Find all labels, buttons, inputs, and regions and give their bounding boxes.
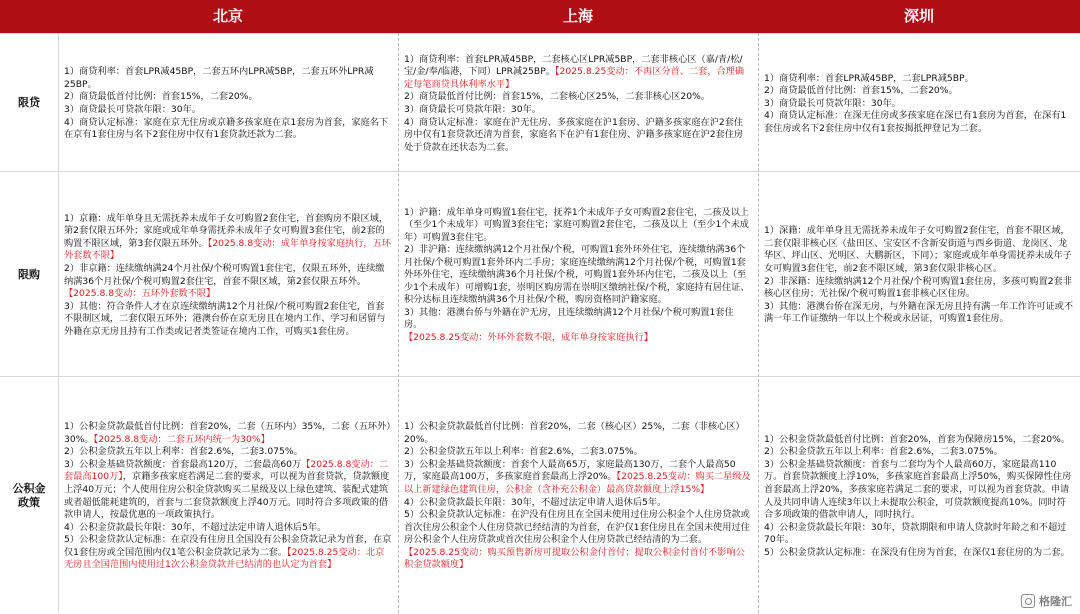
- policy-text: 1）深籍：成年单身且无需抚养未成年子女可购置2套住宅，首套不限区域，二套仅限非核心区（盐田区、宝安区不含新安街道与西乡街道、龙岗区、龙华区、坪山区、光明区、大鹏新区，下同）；家庭或成年单身需抚养未成年子女可购置3套住宅，前2套不限区域，第3套仅限非核心区。: [764, 225, 1072, 274]
- policy-change-note: 【2025.8.25变动：购买预售新房可提取公积金付首付；提取公积金付首付不影响公积金贷款额度】: [404, 546, 745, 571]
- label-column-divider: [58, 33, 59, 613]
- cell-gou-beijing: [58, 172, 398, 377]
- policy-text: 2）非京籍：连续缴纳满24个月社保/个税可购置1套住宅，仅限五环外，连续缴纳满36个月社保/个税可购置2套住宅，首套不限区域，第2套仅限五环外。: [64, 262, 385, 287]
- table-header: [0, 0, 1080, 33]
- column-divider-2: [758, 33, 759, 613]
- policy-text: 1）商贷利率：首套LPR减45BP，二套核心区LPR减5BP，二套非核心区（嘉/青/松/宝/金/奉/临港，下同）LPR减25BP。: [404, 53, 743, 78]
- policy-text: 1）沪籍：成年单身可购置1套住宅，抚养1个未成年子女可购置2套住宅，二孩及以上（至少1个未成年）可购置3套住宅；家庭可购置2套住宅，二孩及以上（至少1个未成年）可购置3套住宅。: [404, 206, 749, 243]
- policy-text: 2）商贷最低首付比例：首套15%，二套20%。: [764, 85, 958, 97]
- policy-change-note: 【2025.8.25变动：北京无房且全国范围内使用过1次公积金贷款并已结清的也认定为首套】: [64, 546, 385, 571]
- policy-text: 3）公积金基础贷款额度：首套与二套均为个人最高60万，家庭最高110万。首套贷款额度上浮10%，多孩家庭首套最高上浮50%，购买保障性住房首套最高上浮20%，多孩家庭若满足二套的要求，可以视为首套贷款。申请人及共同申请人连续3年以上未提取公积金，可贷款额度提高10%。同时符合多项政策的借款申请人，同时执行。: [764, 458, 1072, 521]
- policy-text: 1）商贷利率：首套LPR减45BP，二套LPR减5BP。: [764, 72, 974, 84]
- policy-change-note: 【2025.8.25变动：购买二星级及以上新建绿色建筑住房，公积金（含补充公积金）最高贷款额度上浮15%】: [404, 471, 751, 495]
- policy-item: [764, 459, 1074, 522]
- policy-item: [64, 263, 392, 301]
- policy-change-note: 【2025.8.8变动：二套最高100万】: [64, 458, 389, 483]
- policy-text: 4）商贷认定标准：家庭在沪无住房、多孩家庭在沪1套房、沪籍多孩家庭在沪2套住房中仅有1套贷款还清为首套，家庭名下在沪有1套住房、沪籍多孩家庭在沪2套住房处于贷款在还状态为二套。: [404, 116, 744, 153]
- policy-item: [764, 522, 1074, 547]
- policy-item: [764, 276, 1074, 301]
- policy-item: [404, 244, 752, 307]
- policy-item: [64, 66, 392, 91]
- column-divider-1: [398, 33, 399, 613]
- policy-item: [764, 434, 1074, 447]
- policy-text: 4）商贷认定标准：在深无住房或多孩家庭在深已有1套房为首套，在深有1套住房或名下2套住房中仅有1套按揭抵押登记为二套。: [764, 110, 1067, 134]
- policy-item: [64, 117, 392, 142]
- watermark-text: 格隆汇: [1039, 595, 1072, 608]
- policy-text: 4）商贷认定标准：家庭在京无住房或京籍多孩家庭在京1套房为首套，家庭名下在京有1套住房与名下2套住房中仅有1套贷款还款为二套。: [64, 116, 389, 141]
- policy-item: [764, 301, 1074, 326]
- policy-text: ，京籍多孩家庭若满足二套的要求，可以视为首套贷款，贷款额度上浮40万元；个人使用住房公积金贷款购买二星级及以上绿色建筑、装配式建筑或者超低能耗建筑的，首套与二套贷款额度上浮40万元。同时符合多项政策的借款申请人，按最优惠的一项政策执行。: [64, 471, 390, 521]
- policy-item: [764, 110, 1074, 135]
- cell-gjj-shanghai: [398, 377, 758, 614]
- policy-text: 3）商贷最长可贷款年限：30年。: [64, 104, 201, 115]
- row-gou: [0, 171, 1080, 377]
- policy-item: [404, 446, 752, 459]
- header-beijing: 北京: [212, 7, 243, 25]
- policy-change-note: 【2025.8.25变动：不再区分首、二套，合理确定每笔商贷具体利率水平】: [404, 66, 745, 90]
- policy-text: 5）公积金贷款认定标准：在京没有住房且全国没有公积金贷款记录为首套，在京仅1套住房或全国范围内仅1笔公积金贷款记录为二套。: [64, 534, 392, 558]
- policy-item: [404, 459, 752, 497]
- policy-change-note: 【2025.8.8变动：二套五环内统一为30%】: [93, 433, 270, 445]
- policy-text: 3）公积金基础贷款额度：首套个人最高65万，家庭最高130万，二套个人最高50万，家庭最高100万，多孩家庭首套最高上浮20%。: [404, 458, 736, 483]
- cell-gjj-shenzhen: [758, 377, 1080, 614]
- policy-text: 2）商贷最低首付比例：首套15%，二套核心区25%，二套非核心区20%。: [404, 91, 710, 103]
- policy-text: 2）公积金贷款五年以上利率：首套2.6%，二套3.075%。: [64, 446, 303, 458]
- cell-daikuan-beijing: [58, 34, 398, 172]
- policy-item: [764, 98, 1074, 111]
- cell-gou-shenzhen: [758, 172, 1080, 377]
- policy-item: [64, 301, 392, 339]
- policy-text: 3）商贷最长可贷款年限：30年。: [764, 97, 901, 109]
- row-label-daikuan: 限贷: [18, 96, 40, 110]
- policy-item: [404, 104, 752, 117]
- cell-gjj-beijing: [58, 377, 398, 614]
- row-label-gjj: 公积金政策: [12, 481, 46, 509]
- policy-item: [404, 207, 752, 245]
- policy-item: [764, 73, 1074, 86]
- policy-item: [764, 446, 1074, 459]
- policy-text: 1）公积金贷款最低首付比例：首套20%，首套为保障房15%，二套20%。: [764, 433, 1070, 445]
- policy-item: [64, 446, 392, 459]
- policy-text: 3）商贷最长可贷款年限：30年。: [404, 104, 541, 115]
- policy-text: 2）公积金贷款五年以上利率：首套2.6%，二套3.075%。: [404, 446, 643, 458]
- policy-text: 2）非沪籍：连续缴纳满12个月社保/个税，可购置1套外环外住宅，连续缴纳满36个月社保/个税可购置1套外环内二手房；家庭连续缴纳满12个月社保/个税，可购置1套外环外住宅，连续缴纳满36个月社保/个税，可购置1套外环内住宅，二孩及以上（至少1个未成年）可增购1套，崇明区购房需在崇明区缴纳社保/个税，家庭持有居住证、积分达标且连续缴纳满36个月社保/个税，购房资格同沪籍家庭。: [404, 244, 750, 306]
- policy-item: [404, 332, 752, 345]
- policy-text: 3）其他：符合条件人才在京连续缴纳满12个月社保/个税可购置2套住宅，首套不限制区域，二套仅限五环外；港澳台侨在京无房且在境内工作、学习和居留与外籍在京无房且持有工作类或记者类签证在境内工作，可购买1套住房。: [64, 300, 386, 337]
- policy-text: 4）公积金贷款最长年限：30年，不超过法定申请人退休后5年。: [64, 521, 327, 533]
- policy-item: [64, 213, 392, 263]
- policy-item: [764, 85, 1074, 98]
- policy-text: 3）其他：港澳台侨与外籍在沪无房，且连续缴纳满12个月社保/个税可购置1套住房。: [404, 306, 734, 331]
- policy-item: [64, 421, 392, 446]
- policy-item: [64, 104, 392, 117]
- policy-item: [404, 497, 752, 510]
- cell-gou-shanghai: [398, 172, 758, 377]
- header-shanghai: 上海: [562, 7, 593, 25]
- policy-item: [404, 54, 752, 92]
- policy-text: 5）公积金贷款认定标准：在深没有住房为首套，在深仅1套住房的为二套。: [764, 546, 1070, 558]
- policy-text: 1）京籍：成年单身且无需抚养未成年子女可购置2套住宅，首套购房不限区域，第2套仅限五环外；家庭或成年单身需抚养未成年子女可购置3套住宅，前2套的购置不限区域，第3套仅限五环外。: [64, 212, 389, 249]
- policy-change-note: 【2025.8.8变动：五环外套数不限】: [64, 288, 216, 300]
- policy-item: [404, 307, 752, 332]
- policy-text: 2）商贷最低首付比例：首套15%，二套20%。: [64, 91, 258, 103]
- policy-text: 1）公积金贷款最低首付比例：首套20%，二套（核心区）25%，二套（非核心区）20%。: [404, 421, 745, 445]
- policy-text: 5）公积金贷款认定标准：在沪没有住房且在全国未使用过住房公积金个人住房贷款或首次住房公积金个人住房贷款已经结清的为首套，在沪仅1套住房且在全国未使用过住房公积金个人住房贷款或首次住房公积金个人住房贷款已经结清的为二套。: [404, 509, 750, 546]
- policy-text: 3）其他：港澳台侨在深无房，与外籍在深无房且持有满一年工作许可证或不满一年工作证缴纳一年以上个税或永居证，可购置1套住房。: [764, 300, 1074, 325]
- policy-text: 3）公积金基础贷款额度：首套最高120万，二套最高60万: [64, 458, 302, 470]
- row-label-gou: 限购: [18, 267, 40, 281]
- policy-item: [64, 91, 392, 104]
- gelonghui-logo-icon: [1021, 594, 1035, 608]
- policy-item: [404, 421, 752, 446]
- policy-item: [64, 522, 392, 535]
- policy-item: [64, 534, 392, 572]
- policy-text: 2）公积金贷款五年以上利率：首套2.6%，二套3.075%。: [764, 446, 1003, 458]
- policy-change-note: 【2025.8.8变动：成年单身按家庭执行，五环外套数不限】: [64, 237, 391, 262]
- policy-text: 1）商贷利率：首套LPR减45BP，二套五环内LPR减5BP，二套五环外LPR减25BP。: [64, 66, 374, 90]
- policy-text: 2）非深籍：连续缴纳满12个月社保/个税可购置1套住房，多孩可购置2套非核心区住房；无社保/个税可购置1套非核心区住房。: [764, 275, 1072, 300]
- policy-item: [404, 91, 752, 104]
- policy-text: 1）公积金贷款最低首付比例：首套20%，二套（五环内）35%，二套（五环外）30%。: [64, 421, 391, 445]
- policy-text: 4）公积金贷款最长年限：30年，不超过法定申请人退休后5年。: [404, 496, 667, 508]
- header-shenzhen: 深圳: [903, 7, 934, 25]
- policy-item: [404, 117, 752, 155]
- policy-item: [404, 509, 752, 547]
- cell-daikuan-shanghai: [398, 34, 758, 172]
- policy-change-note: 【2025.8.25变动：外环外套数不限，成年单身按家庭执行】: [404, 331, 653, 343]
- row-gjj: [0, 376, 1080, 614]
- policy-item: [64, 459, 392, 522]
- watermark: [1021, 593, 1072, 609]
- row-daikuan: [0, 33, 1080, 172]
- policy-item: [764, 225, 1074, 275]
- policy-item: [764, 547, 1074, 560]
- policy-text: 4）公积金贷款最长年限：30年，贷款期限和申请人贷款时年龄之和不超过70年。: [764, 521, 1067, 546]
- policy-item: [404, 547, 752, 572]
- cell-daikuan-shenzhen: [758, 34, 1080, 172]
